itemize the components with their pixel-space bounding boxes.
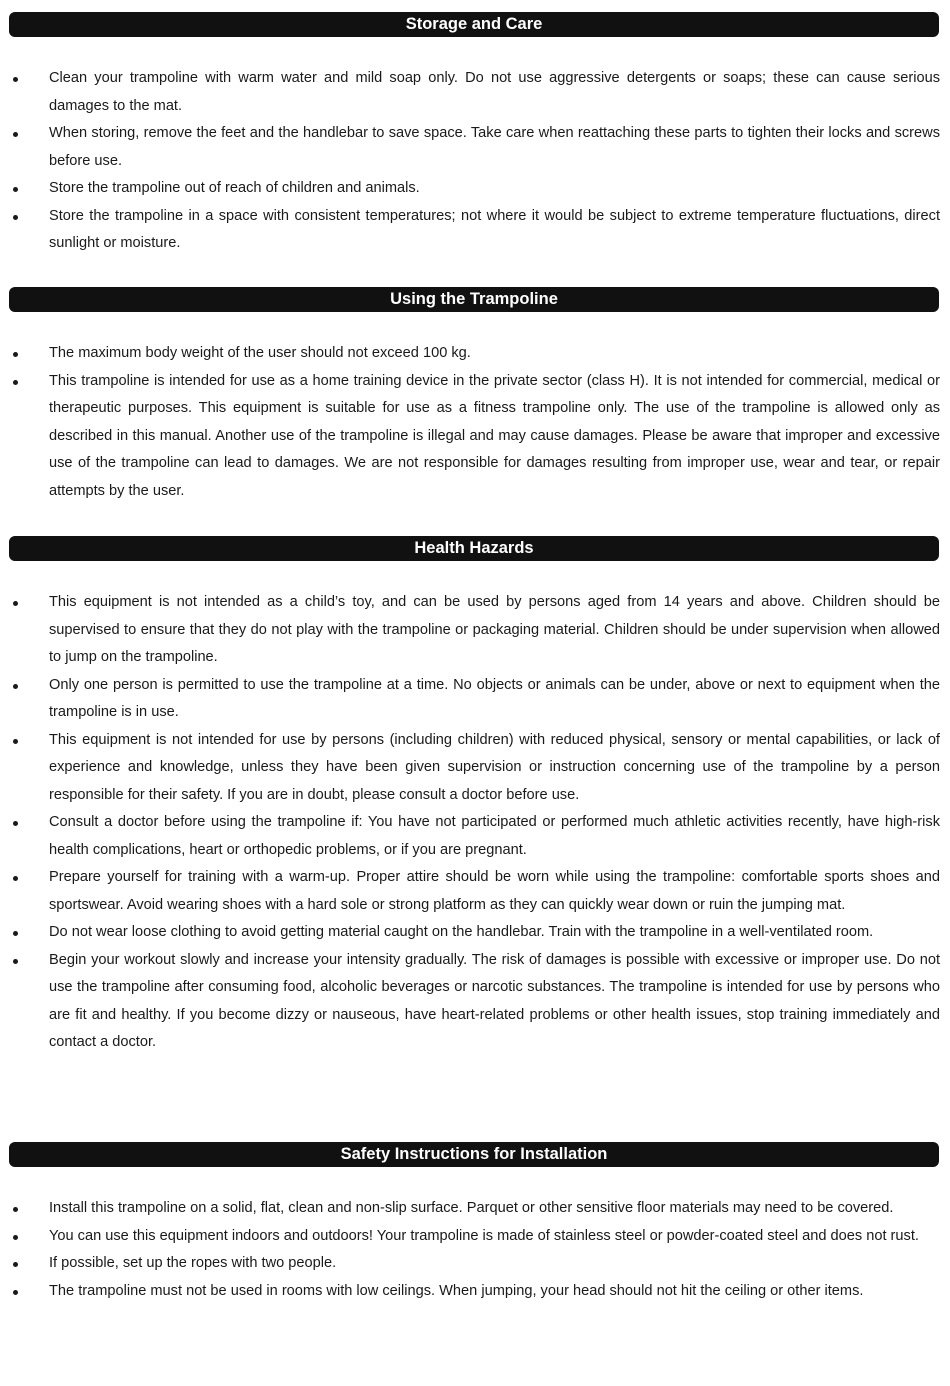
list-item-text: Clean your trampoline with warm water and mild soap only. Do not use aggressive detergents or soaps; these can cause serious damages to the mat. [49,70,940,114]
bullet-icon [13,215,18,220]
bullet-icon [13,876,18,881]
list-item [0,203,950,258]
list-item-text: Do not wear loose clothing to avoid getting material caught on the handlebar. Train with the trampoline in a well-ventilated room. [49,924,874,940]
bullet-icon [13,132,18,137]
section-heading: Using the Trampoline [9,287,939,312]
list-item-text: Prepare yourself for training with a warm-up. Proper attire should be worn while using the trampoline: comfortable sports shoes and sportswear. Avoid wearing shoes with a hard sole or strong platform as they can quickly wear down or ruin the jumping mat. [49,869,940,913]
list-item [0,672,950,727]
list-item [0,919,950,947]
bullet-icon [13,931,18,936]
bullet-icon [13,1262,18,1267]
list-item [0,1195,950,1223]
bullet-icon [13,959,18,964]
bullet-list [0,340,950,505]
list-item-text: Only one person is permitted to use the trampoline at a time. No objects or animals can be under, above or next to equipment when the trampoline is in use. [49,676,940,720]
list-item [0,947,950,1057]
list-item-text: This equipment is not intended as a child’s toy, and can be used by persons aged from 14 years and above. Children should be supervised to ensure that they do not play with the trampoline or packaging material. Children should be under supervision when allowed to jump on the trampoline. [49,594,940,665]
list-item-text: Consult a doctor before using the trampoline if: You have not participated or performed much athletic activities recently, have high-risk health complications, heart or orthopedic problems, or if you are pregnant. [49,814,940,858]
list-item [0,589,950,672]
list-item-text: This equipment is not intended for use by persons (including children) with reduced physical, sensory or mental capabilities, or lack of experience and knowledge, unless they have been given supervision or instruction concerning use of the trampoline by a person responsible for their safety. If you are in doubt, please consult a doctor before use. [49,731,940,803]
bullet-list [0,65,950,258]
list-item [0,175,950,203]
list-item [0,340,950,368]
section-heading: Safety Instructions for Installation [9,1142,939,1167]
bullet-icon [13,684,18,689]
section-heading: Health Hazards [9,536,939,561]
list-item-text: When storing, remove the feet and the handlebar to save space. Take care when reattaching these parts to tighten their locks and screws before use. [49,125,940,169]
list-item [0,1250,950,1278]
list-item [0,727,950,810]
bullet-icon [13,1235,18,1240]
list-item-text: Store the trampoline out of reach of children and animals. [49,180,420,196]
list-item [0,120,950,175]
bullet-icon [13,1207,18,1212]
bullet-list [0,1195,950,1305]
section-heading: Storage and Care [9,12,939,37]
list-item-text: The maximum body weight of the user should not exceed 100 kg. [49,345,471,361]
list-item [0,809,950,864]
list-item-text: Store the trampoline in a space with consistent temperatures; not where it would be subject to extreme temperature fluctuations, direct sunlight or moisture. [49,207,940,251]
bullet-icon [13,352,18,357]
bullet-icon [13,380,18,385]
bullet-icon [13,187,18,192]
list-item [0,65,950,120]
bullet-icon [13,77,18,82]
bullet-list [0,589,950,1057]
list-item-text: You can use this equipment indoors and outdoors! Your trampoline is made of stainless steel or powder-coated steel and does not rust. [49,1227,919,1244]
list-item [0,1223,950,1251]
bullet-icon [13,821,18,826]
bullet-icon [13,1290,18,1295]
bullet-icon [13,739,18,744]
list-item-text: Begin your workout slowly and increase your intensity gradually. The risk of damages is possible with excessive or improper use. Do not use the trampoline after consuming food, alcoholic beverages or narcotic substances. The trampoline is intended for use by persons who are fit and healthy. If you become dizzy or nauseous, have heart-related problems or other health issues, stop training immediately and contact a doctor. [49,951,940,1050]
bullet-icon [13,601,18,606]
list-item [0,1278,950,1306]
list-item [0,368,950,506]
list-item-text: Install this trampoline on a solid, flat, clean and non-slip surface. Parquet or other sensitive floor materials may need to be covered. [49,1200,894,1216]
list-item-text: If possible, set up the ropes with two people. [49,1255,337,1271]
list-item [0,864,950,919]
list-item-text: The trampoline must not be used in rooms with low ceilings. When jumping, your head should not hit the ceiling or other items. [49,1282,864,1299]
list-item-text: This trampoline is intended for use as a home training device in the private sector (class H). It is not intended for commercial, medical or therapeutic purposes. This equipment is suitable for use as a fitness trampoline only. The use of the trampoline is allowed only as described in this manual. Another use of the trampoline is illegal and may cause damages. Please be aware that improper and excessive use of the trampoline can lead to damages. We are not responsible for damages resulting from improper use, wear and tear, or repair attempts by the user. [49,372,940,499]
